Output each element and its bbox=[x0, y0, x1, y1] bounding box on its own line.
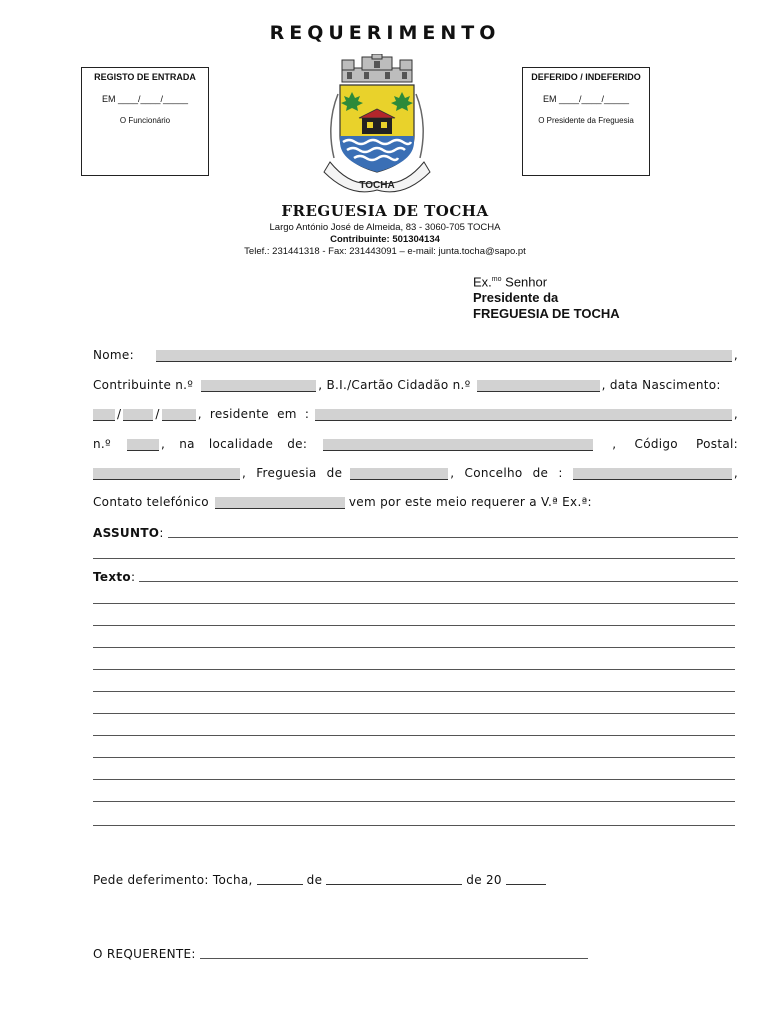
recipient-line-3: FREGUESIA DE TOCHA bbox=[473, 306, 620, 322]
birth-month-field[interactable] bbox=[123, 409, 153, 421]
row-texto bbox=[93, 570, 738, 584]
crest-label: TOCHA bbox=[359, 180, 395, 191]
localidade-field[interactable] bbox=[323, 439, 593, 451]
row-contato bbox=[93, 495, 738, 509]
texto-line-12[interactable] bbox=[93, 825, 735, 826]
recipient-salutation: Ex. bbox=[473, 274, 492, 290]
pede-day-field[interactable] bbox=[257, 883, 303, 885]
requerente-label: O REQUERENTE: bbox=[93, 947, 196, 961]
row-freguesia bbox=[93, 466, 738, 480]
texto-line-9[interactable] bbox=[93, 757, 735, 758]
recipient-block bbox=[473, 272, 620, 322]
pede-month-field[interactable] bbox=[326, 883, 462, 885]
residente-label: , residente em : bbox=[197, 407, 310, 421]
recipient-salutation-sup: mo bbox=[491, 276, 502, 283]
parish-contacts: Telef.: 231441318 - Fax: 231443091 – e-mail: junta.tocha@sapo.pt bbox=[244, 246, 526, 257]
recipient-salutation-rest: Senhor bbox=[501, 274, 548, 290]
row-assunto bbox=[93, 526, 738, 540]
row-nome bbox=[93, 348, 738, 362]
requerer-label: vem por este meio requerer a V.ª Ex.ª: bbox=[348, 495, 592, 509]
concelho-label: , Concelho de : bbox=[450, 466, 563, 480]
localidade-label: , na localidade de: bbox=[160, 437, 308, 451]
date-sep-2: / bbox=[155, 407, 160, 421]
texto-line-7[interactable] bbox=[93, 713, 735, 714]
freguesia-field[interactable] bbox=[350, 468, 448, 480]
nome-comma: , bbox=[733, 348, 738, 362]
registration-box-date: EM ____/____/_____ bbox=[101, 94, 189, 104]
date-sep-1: / bbox=[117, 407, 122, 421]
contribuinte-field[interactable] bbox=[201, 380, 316, 392]
nascimento-label: , data Nascimento: bbox=[601, 378, 721, 392]
texto-line[interactable] bbox=[139, 580, 738, 582]
row-contribuinte bbox=[93, 378, 738, 392]
decision-box-date: EM ____/____/_____ bbox=[542, 94, 630, 104]
assunto-line-2[interactable] bbox=[93, 558, 735, 559]
freguesia-label: , Freguesia de bbox=[242, 466, 343, 480]
codigo-postal-label: , Código Postal: bbox=[612, 437, 738, 451]
texto-line-6[interactable] bbox=[93, 691, 735, 692]
pede-year-field[interactable] bbox=[506, 883, 546, 885]
assunto-colon: : bbox=[159, 526, 164, 540]
texto-line-4[interactable] bbox=[93, 647, 735, 648]
registration-box-signature: O Funcionário bbox=[119, 116, 171, 125]
birth-day-field[interactable] bbox=[93, 409, 115, 421]
registration-box-title: REGISTO DE ENTRADA bbox=[94, 72, 196, 82]
coat-of-arms-icon bbox=[312, 54, 442, 194]
contribuinte-label: Contribuinte n.º bbox=[93, 378, 194, 392]
parish-address: Largo António José de Almeida, 83 - 3060-705 TOCHA bbox=[269, 222, 501, 233]
numero-field[interactable] bbox=[127, 439, 159, 451]
recipient-line-2: Presidente da bbox=[473, 290, 559, 306]
texto-label: Texto bbox=[93, 570, 131, 584]
texto-line-2[interactable] bbox=[93, 603, 735, 604]
residente-field[interactable] bbox=[315, 409, 732, 421]
contato-label: Contato telefónico bbox=[93, 495, 209, 509]
row-pede-deferimento bbox=[93, 873, 573, 887]
requerente-signature-line[interactable] bbox=[200, 957, 588, 959]
numero-label: n.º bbox=[93, 437, 111, 451]
parish-nif: Contribuinte: 501304134 bbox=[330, 234, 440, 245]
decision-box-title: DEFERIDO / INDEFERIDO bbox=[531, 72, 641, 82]
concelho-field[interactable] bbox=[573, 468, 732, 480]
bi-field[interactable] bbox=[477, 380, 600, 392]
bi-label: , B.I./Cartão Cidadão n.º bbox=[318, 378, 471, 392]
assunto-line[interactable] bbox=[168, 536, 738, 538]
nome-field[interactable] bbox=[156, 350, 732, 362]
codigo-postal-field[interactable] bbox=[93, 468, 240, 480]
pede-de-2: de 20 bbox=[466, 873, 502, 887]
document-title: REQUERIMENTO bbox=[269, 22, 501, 44]
row-requerente bbox=[93, 947, 588, 961]
texto-colon: : bbox=[130, 570, 136, 584]
texto-line-3[interactable] bbox=[93, 625, 735, 626]
decision-box bbox=[522, 67, 650, 176]
registration-box bbox=[81, 67, 209, 176]
contato-field[interactable] bbox=[215, 497, 345, 509]
assunto-label: ASSUNTO bbox=[93, 526, 160, 540]
decision-box-signature: O Presidente da Freguesia bbox=[538, 116, 634, 125]
texto-line-10[interactable] bbox=[93, 779, 735, 780]
pede-de-1: de bbox=[306, 873, 323, 887]
texto-line-8[interactable] bbox=[93, 735, 735, 736]
row-residente bbox=[93, 407, 738, 421]
nome-label: Nome: bbox=[93, 348, 134, 362]
birth-year-field[interactable] bbox=[162, 409, 196, 421]
concelho-comma: , bbox=[733, 466, 738, 480]
pede-label: Pede deferimento: Tocha, bbox=[93, 873, 253, 887]
residente-comma: , bbox=[733, 407, 738, 421]
texto-line-5[interactable] bbox=[93, 669, 735, 670]
texto-line-11[interactable] bbox=[93, 801, 735, 802]
parish-name: FREGUESIA DE TOCHA bbox=[281, 202, 489, 220]
row-localidade bbox=[93, 437, 738, 451]
